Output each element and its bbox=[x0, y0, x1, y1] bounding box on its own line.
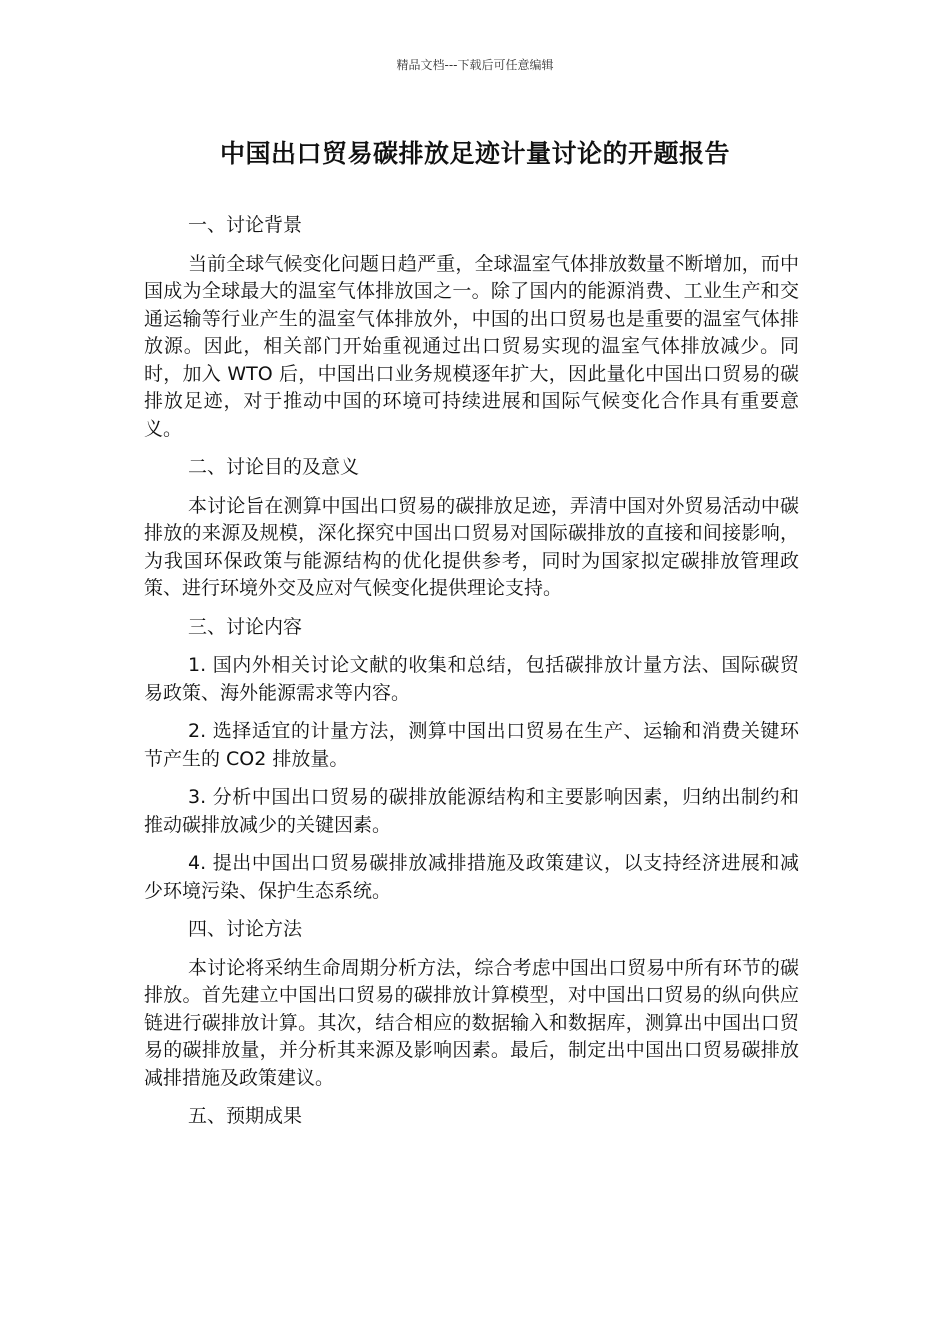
header-note: 精品文档---下载后可任意编辑 bbox=[396, 58, 554, 72]
list-item: 1. 国内外相关讨论文献的收集和总结，包括碳排放计量方法、国际碳贸易政策、海外能源需求等内容。 bbox=[144, 654, 799, 704]
section-content bbox=[144, 614, 799, 906]
document-body bbox=[144, 212, 799, 1142]
list-item: 3. 分析中国出口贸易的碳排放能源结构和主要影响因素，归纳出制约和推动碳排放减少的关键因素。 bbox=[144, 786, 799, 836]
section-background bbox=[144, 212, 799, 443]
section-expected-results bbox=[144, 1103, 799, 1131]
section-heading: 一、讨论背景 bbox=[188, 214, 303, 236]
section-heading: 五、预期成果 bbox=[188, 1105, 303, 1127]
section-purpose bbox=[144, 454, 799, 603]
section-heading: 四、讨论方法 bbox=[188, 918, 303, 940]
list-item: 2. 选择适宜的计量方法，测算中国出口贸易在生产、运输和消费关键环节产生的 CO2 排放量。 bbox=[144, 720, 799, 770]
body-paragraph: 本讨论旨在测算中国出口贸易的碳排放足迹，弄清中国对外贸易活动中碳排放的来源及规模，深化探究中国出口贸易对国际碳排放的直接和间接影响，为我国环保政策与能源结构的优化提供参考，同时为国家拟定碳排放管理政策、进行环境外交及应对气候变化提供理论支持。 bbox=[144, 494, 799, 599]
section-heading: 三、讨论内容 bbox=[188, 615, 303, 638]
section-method bbox=[144, 916, 799, 1092]
body-paragraph: 当前全球气候变化问题日趋严重，全球温室气体排放数量不断增加，而中国成为全球最大的温室气体排放国之一。除了国内的能源消费、工业生产和交通运输等行业产生的温室气体排放外，中国的出口贸易也是重要的温室气体排放源。因此，相关部门开始重视通过出口贸易实现的温室气体排放减少。同时，加入 WTO 后，中国出口业务规模逐年扩大，因此量化中国出口贸易的碳排放足迹，对于推动中国的环境可持续进展和国际气候变化合作具有重要意义。 bbox=[144, 252, 799, 440]
body-paragraph: 本讨论将采纳生命周期分析方法，综合考虑中国出口贸易中所有环节的碳排放。首先建立中国出口贸易的碳排放计算模型，对中国出口贸易的纵向供应链进行碳排放计算。其次，结合相应的数据输入和数据库，测算出中国出口贸易的碳排放量，并分析其来源及影响因素。最后，制定出中国出口贸易碳排放减排措施及政策建议。 bbox=[144, 956, 799, 1089]
section-heading: 二、讨论目的及意义 bbox=[188, 456, 360, 478]
document-title: 中国出口贸易碳排放足迹计量讨论的开题报告 bbox=[219, 139, 730, 168]
list-item: 4. 提出中国出口贸易碳排放减排措施及政策建议，以支持经济进展和减少环境污染、保护生态系统。 bbox=[144, 852, 799, 902]
